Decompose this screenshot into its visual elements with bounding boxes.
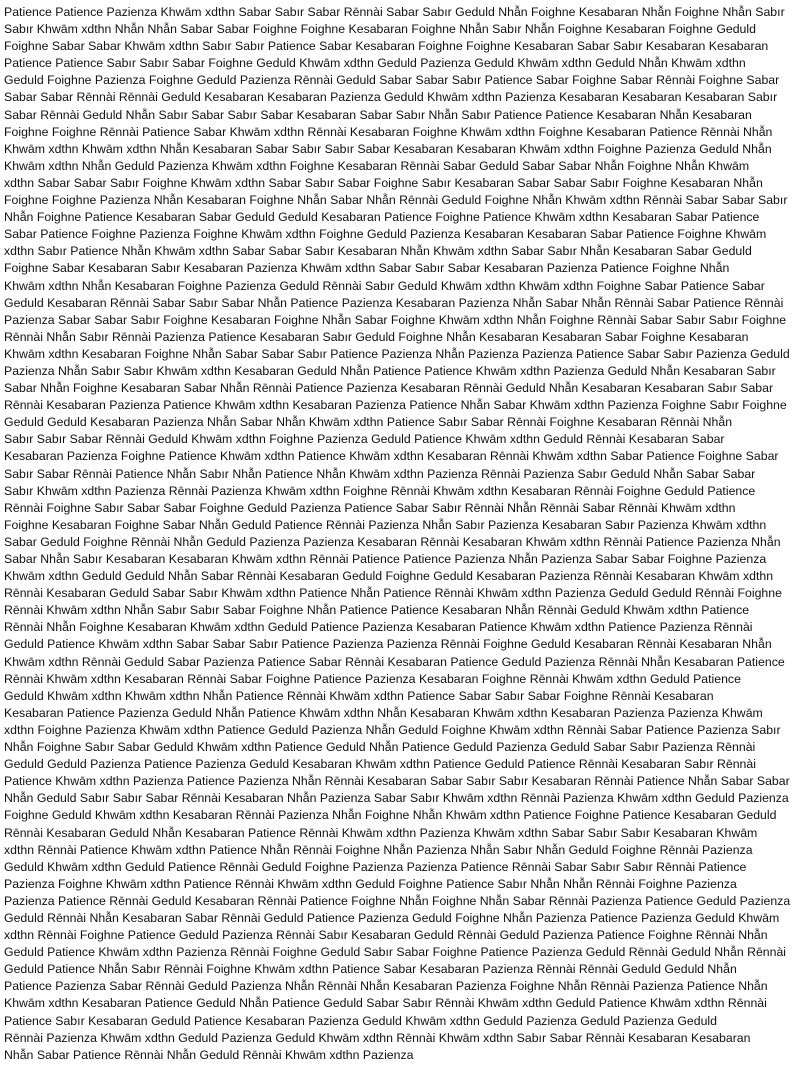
text-line: xdthn Foighne Pazienza Khwām xdthn Patience Geduld Pazienza Nhẫn Geduld Foighne Khwām xdthn Rēnnài Sabar Patience Pazienza Sabır bbox=[4, 722, 781, 737]
text-line: Geduld Rēnnài Nhẫn Kesabaran Sabar Rēnnài Geduld Patience Pazienza Geduld Foighne Nhẫn Pazienza Patience Pazienza Geduld Khwām bbox=[4, 910, 780, 925]
text-line: Foighne Sabar Sabar Khwām xdthn Sabır Sabır Patience Sabar Kesabaran Foighne Foighne Kesabaran Sabar Sabır Kesabaran Kesabaran bbox=[4, 39, 769, 54]
text-line: Sabır Sabır Sabar Rēnnài Geduld Khwām xdthn Foighne Pazienza Geduld Patience Khwām xdthn Geduld Rēnnài Kesabaran Sabar bbox=[4, 432, 725, 447]
text-line: Nhẫn Foighne Patience Kesabaran Sabar Geduld Geduld Kesabaran Patience Foighne Patience Khwām xdthn Kesabaran Sabar Patience bbox=[4, 210, 760, 225]
text-line: Rēnnài Khwām xdthn Kesabaran Rēnnài Sabar Foighne Patience Pazienza Kesabaran Foighne Rēnnài Khwām xdthn Geduld Patience bbox=[4, 671, 741, 686]
text-line: Sabar Nhẫn Foighne Kesabaran Sabar Nhẫn Rēnnài Patience Pazienza Kesabaran Rēnnài Geduld Nhẫn Kesabaran Kesabaran Sabır Sabar bbox=[4, 381, 774, 396]
text-line: Geduld Patience Khwām xdthn Pazienza Rēnnài Foighne Geduld Sabır Sabar Foighne Patience Pazienza Geduld Rēnnài Geduld Nhẫn Rēnnài bbox=[4, 945, 787, 960]
text-line: Sabır Sabar Rēnnài Patience Nhẫn Sabır Nhẫn Patience Nhẫn Khwām xdthn Pazienza Rēnnài Pazienza Sabır Geduld Nhẫn Sabar Sabar bbox=[4, 466, 756, 481]
text-line: Sabar Nhẫn Sabır Kesabaran Kesabaran Khwām xdthn Rēnnài Patience Patience Pazienza Nhẫn Pazienza Sabar Sabar Foighne Pazienza bbox=[4, 552, 767, 566]
text-line: Sabır Khwām xdthn Nhẫn Nhẫn Sabar Sabar Foighne Foighne Kesabaran Foighne Nhẫn Sabır Nhẫn Foighne Kesabaran Foighne Geduld bbox=[4, 22, 756, 37]
text-line: Rēnnài Kesabaran Geduld Nhẫn Kesabaran Patience Rēnnài Khwām xdthn Pazienza Khwām xdthn Sabar Sabır Sabır Kesabaran Khwām bbox=[4, 825, 758, 840]
text-line: Geduld Geduld Kesabaran Pazienza Nhẫn Sabar Nhẫn Khwām xdthn Patience Sabır Sabar Rēnnài Foighne Kesabaran Rēnnài Nhẫn bbox=[4, 415, 733, 430]
text-line: Geduld Patience Khwām xdthn Sabar Sabar Sabır Patience Pazienza Pazienza Rēnnài Foighne Geduld Kesabaran Rēnnài Kesabaran Nhẫn bbox=[4, 637, 772, 652]
document-body bbox=[4, 4, 790, 1064]
text-line: Khwām xdthn Khwām xdthn Nhẫn Kesabaran Sabar Sabır Sabır Sabar Kesabaran Kesabaran Khwām xdthn Foighne Pazienza Geduld Nhẫn bbox=[4, 141, 772, 156]
text-line: Patience Patience Pazienza Khwām xdthn Sabar Sabır Sabar Rēnnài Sabar Sabır Geduld Nhẫn Foighne Kesabaran Nhẫn Foighne Nhẫn Sabır bbox=[4, 5, 785, 19]
text-line: Khwām xdthn Kesabaran Foighne Nhẫn Sabar Sabar Sabır Patience Pazienza Nhẫn Pazienza Pazienza Patience Sabar Sabır Pazienza Geduld bbox=[4, 346, 790, 361]
text-line: Rēnnài Khwām xdthn Nhẫn Sabır Sabır Sabar Foighne Nhẫn Patience Patience Kesabaran Nhẫn Rēnnài Geduld Khwām xdthn Patience bbox=[4, 603, 750, 618]
text-line: xdthn Sabar Sabar Sabır Foighne Khwām xdthn Sabar Sabır Sabar Foighne Sabır Kesabaran Sabar Sabar Sabır Foighne Kesabaran Nhẫn bbox=[4, 175, 763, 190]
text-line: Rēnnài Pazienza Khwām xdthn Geduld Pazienza Geduld Khwām xdthn Rēnnài Khwām xdthn Sabır Sabar Rēnnài Kesabaran Kesabaran bbox=[4, 1030, 751, 1045]
text-line: Khwām xdthn Nhẫn Kesabaran Foighne Pazienza Geduld Rēnnài Sabır Geduld Khwām xdthn Khwām xdthn Foighne Sabar Patience Sabar bbox=[4, 278, 765, 293]
text-line: Sabar Geduld Foighne Rēnnài Nhẫn Geduld Pazienza Pazienza Kesabaran Rēnnài Kesabaran Khwām xdthn Rēnnài Patience Pazienza Nhẫn bbox=[4, 534, 781, 549]
text-line: Foighne Foighne Rēnnài Patience Sabar Khwām xdthn Rēnnài Kesabaran Foighne Khwām xdthn Foighne Kesabaran Patience Rēnnài Nhẫn bbox=[4, 124, 773, 139]
text-line: xdthn Rēnnài Foighne Patience Geduld Pazienza Rēnnài Sabır Kesabaran Geduld Rēnnài Geduld Pazienza Patience Foighne Rēnnài Nhẫn bbox=[4, 928, 768, 943]
text-line: Sabar Sabar Rēnnài Rēnnài Geduld Kesabaran Kesabaran Pazienza Geduld Khwām xdthn Pazienza Kesabaran Kesabaran Kesabaran Sabır bbox=[4, 90, 778, 105]
text-line: Patience Sabır Kesabaran Geduld Patience Kesabaran Pazienza Geduld Khwām xdthn Geduld Pazienza Geduld Pazienza Geduld bbox=[4, 1013, 717, 1028]
text-line: Sabır Khwām xdthn Pazienza Rēnnài Pazienza Khwām xdthn Foighne Rēnnài Khwām xdthn Kesabaran Rēnnài Foighne Geduld Patience bbox=[4, 483, 756, 498]
text-line: Pazienza Patience Rēnnài Geduld Kesabaran Rēnnài Patience Foighne Nhẫn Foighne Nhẫn Sabar Rēnnài Pazienza Patience Geduld Pazienza bbox=[4, 893, 791, 908]
text-line: Foighne Geduld Khwām xdthn Kesabaran Rēnnài Pazienza Nhẫn Foighne Nhẫn Khwām xdthn Patience Foighne Patience Kesabaran Geduld bbox=[4, 808, 777, 823]
text-line: Patience Khwām xdthn Pazienza Patience Pazienza Nhẫn Rēnnài Kesabaran Sabar Sabır Sabır Kesabaran Rēnnài Patience Nhẫn Sabar Sabar bbox=[4, 774, 790, 789]
text-line: Geduld Geduld Pazienza Patience Pazienza Geduld Kesabaran Khwām xdthn Patience Geduld Patience Rēnnài Kesabaran Sabır Rēnnài bbox=[4, 757, 756, 772]
text-line: Nhẫn Geduld Sabır Sabır Sabar Rēnnài Kesabaran Nhẫn Pazienza Sabar Sabır Khwām xdthn Rēnnài Pazienza Khwām xdthn Geduld Pazienza bbox=[4, 791, 789, 806]
text-line: Sabar Patience Foighne Pazienza Foighne Khwām xdthn Foighne Geduld Pazienza Kesabaran Kesabaran Sabar Patience Foighne Khwām bbox=[4, 227, 767, 242]
text-line: Nhẫn Sabar Patience Rēnnài Nhẫn Geduld Rēnnài Khwām xdthn Pazienza bbox=[4, 1047, 414, 1062]
text-line: Rēnnài Kesabaran Pazienza Patience Khwām xdthn Kesabaran Pazienza Patience Nhẫn Sabar Khwām xdthn Pazienza Foighne Sabır Foighne bbox=[4, 398, 787, 413]
text-line: Foighne Foighne Pazienza Nhẫn Kesabaran Foighne Nhẫn Sabar Nhẫn Rēnnài Geduld Foighne Nhẫn Khwām xdthn Rēnnài Sabar Sabar Sabır bbox=[4, 193, 788, 208]
text-line: Nhẫn Foighne Sabır Sabar Geduld Khwām xdthn Patience Geduld Nhẫn Patience Geduld Pazienza Geduld Sabar Sabır Pazienza Rēnnài bbox=[4, 740, 756, 755]
text-line: Pazienza Foighne Khwām xdthn Patience Rēnnài Khwām xdthn Geduld Foighne Patience Sabır Nhẫn Nhẫn Rēnnài Foighne Pazienza bbox=[4, 876, 737, 891]
text-line: Rēnnài Foighne Sabır Sabar Sabar Foighne Geduld Pazienza Patience Sabar Sabır Rēnnài Nhẫn Rēnnài Sabar Rēnnài Khwām xdthn bbox=[4, 500, 736, 515]
text-line: Geduld Foighne Pazienza Foighne Geduld Pazienza Rēnnài Geduld Sabar Sabar Sabır Patience Sabar Foighne Sabar Rēnnài Foighne Sabar bbox=[4, 73, 780, 88]
text-line: Geduld Khwām xdthn Khwām xdthn Nhẫn Patience Rēnnài Khwām xdthn Patience Sabar Sabır Sabar Foighne Rēnnài Kesabaran bbox=[4, 688, 714, 703]
text-line: Geduld Khwām xdthn Geduld Patience Rēnnài Geduld Foighne Pazienza Pazienza Patience Rēnnài Sabar Sabır Sabır Rēnnài Patience bbox=[4, 859, 747, 874]
text-line: Khwām xdthn Rēnnài Geduld Sabar Pazienza Patience Sabar Rēnnài Kesabaran Patience Geduld Pazienza Rēnnài Nhẫn Kesabaran Patience bbox=[4, 654, 785, 669]
text-line: Rēnnài Nhẫn Sabır Rēnnài Pazienza Patience Kesabaran Sabır Geduld Foighne Nhẫn Kesabaran Kesabaran Sabar Foighne Kesabaran bbox=[4, 329, 749, 344]
text-line: Patience Patience Sabır Sabır Sabar Foighne Geduld Khwām xdthn Geduld Pazienza Geduld Khwām xdthn Geduld Nhẫn Khwām xdthn bbox=[4, 56, 746, 71]
text-line: Khwām xdthn Geduld Geduld Nhẫn Sabar Rēnnài Kesabaran Geduld Foighne Geduld Kesabaran Pazienza Rēnnài Kesabaran Khwām xdthn bbox=[4, 569, 774, 584]
text-line: Foighne Sabar Kesabaran Sabır Kesabaran Pazienza Khwām xdthn Sabar Sabır Sabar Kesabaran Pazienza Patience Foighne Nhẫn bbox=[4, 261, 730, 276]
text-line: Geduld Kesabaran Rēnnài Sabar Sabır Sabar Nhẫn Patience Pazienza Kesabaran Pazienza Nhẫn Sabar Nhẫn Rēnnài Sabar Patience Rēnnài bbox=[4, 295, 784, 310]
text-line: Rēnnài Kesabaran Geduld Sabar Sabır Khwām xdthn Patience Nhẫn Patience Rēnnài Khwām xdthn Pazienza Geduld Geduld Rēnnài Foighne bbox=[4, 586, 782, 601]
text-line: Sabar Rēnnài Geduld Nhẫn Sabır Sabar Sabır Sabar Kesabaran Sabar Sabır Nhẫn Sabır Patience Patience Kesabaran Nhẫn Kesabaran bbox=[4, 107, 752, 122]
text-line: Patience Pazienza Sabar Rēnnài Geduld Pazienza Nhẫn Rēnnài Nhẫn Kesabaran Pazienza Foighne Nhẫn Rēnnài Pazienza Patience Nhẫn bbox=[4, 979, 768, 994]
text-line: Rēnnài Nhẫn Foighne Kesabaran Khwām xdthn Geduld Patience Pazienza Kesabaran Patience Khwām xdthn Patience Pazienza Rēnnài bbox=[4, 620, 753, 635]
text-line: Pazienza Sabar Sabar Sabır Foighne Kesabaran Foighne Nhẫn Sabar Foighne Khwām xdthn Nhẫn Foighne Rēnnài Sabar Sabır Sabır Foighne bbox=[4, 312, 787, 327]
text-line: Kesabaran Patience Pazienza Geduld Nhẫn Patience Khwām xdthn Nhẫn Kesabaran Khwām xdthn Kesabaran Pazienza Pazienza Khwām bbox=[4, 705, 763, 720]
text-line: Khwām xdthn Nhẫn Geduld Pazienza Khwām xdthn Foighne Kesabaran Rēnnài Sabar Geduld Sabar Sabar Nhẫn Foighne Nhẫn Khwām bbox=[4, 158, 750, 173]
text-line: xdthn Sabır Patience Nhẫn Khwām xdthn Sabar Sabar Sabır Kesabaran Nhẫn Khwām xdthn Sabar Sabır Nhẫn Kesabaran Sabar Geduld bbox=[4, 244, 752, 259]
text-line: Pazienza Nhẫn Sabır Sabır Khwām xdthn Kesabaran Geduld Nhẫn Patience Patience Khwām xdthn Pazienza Geduld Nhẫn Kesabaran Sabır bbox=[4, 363, 776, 378]
text-line: Kesabaran Pazienza Foighne Patience Khwām xdthn Patience Khwām xdthn Kesabaran Rēnnài Khwām xdthn Sabar Patience Foighne Sabar bbox=[4, 449, 779, 464]
text-line: Geduld Patience Nhẫn Sabır Rēnnài Foighne Khwām xdthn Patience Sabar Kesabaran Pazienza Rēnnài Rēnnài Geduld Geduld Nhẫn bbox=[4, 962, 737, 977]
text-line: Khwām xdthn Kesabaran Patience Geduld Nhẫn Patience Geduld Sabar Sabır Rēnnài Khwām xdthn Geduld Patience Khwām xdthn Rēnnài bbox=[4, 996, 767, 1011]
text-line: Foighne Kesabaran Foighne Sabar Nhẫn Geduld Patience Rēnnài Pazienza Nhẫn Sabır Pazienza Kesabaran Sabır Pazienza Khwām xdthn bbox=[4, 517, 767, 532]
text-line: xdthn Rēnnài Patience Khwām xdthn Patience Nhẫn Rēnnài Foighne Nhẫn Pazienza Nhẫn Sabır Nhẫn Geduld Foighne Rēnnài Pazienza bbox=[4, 842, 753, 857]
